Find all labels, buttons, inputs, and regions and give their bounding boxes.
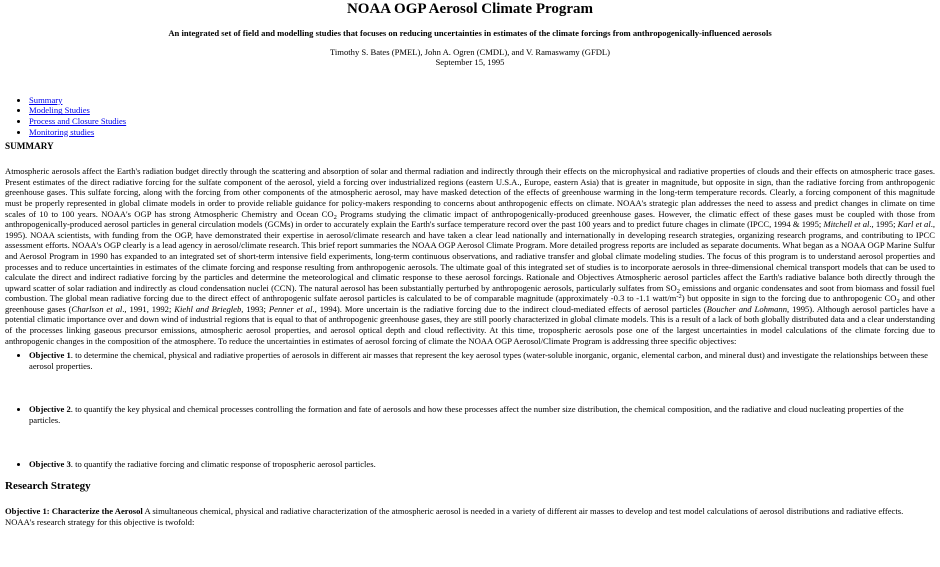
summary-text: ., 1994). More uncertain is the radiative forcing due to the indirect cloud-mediated effects of aerosol particles ( <box>312 303 707 314</box>
citation: Kiehl and Briegleb <box>174 303 242 314</box>
toc-item <box>29 95 935 106</box>
summary-text: , 1995). Although aerosol particles have a potential climatic importance over and down wind of industrial regions that is equal to that of anthropogenic greenhouse gases, they are still poorly characterized in global climate models. This is a result of a lack of both globally distributed data and a clear understanding of the processes linking gaseous precursor emissions, atmospheric aerosol properties, and aerosol optical depth and cloud reflectivity. At this time, tropospheric aerosols pose one of the largest uncertainties in model calculations of the climate forcing due to anthropogenic changes in the composition of the atmosphere. To reduce the uncertainties in estimates of aerosol forcing of climate the NOAA OGP Aerosol/Climate Program is addressing three specific objectives: <box>5 303 935 346</box>
summary-paragraph <box>5 166 935 346</box>
citation: Boucher and Lohmann <box>706 303 788 314</box>
unit-superscript: -2 <box>676 293 682 301</box>
toc-link-process-closure-studies[interactable]: Process and Closure Studies <box>29 115 127 126</box>
toc-link-monitoring-studies[interactable]: Monitoring studies <box>29 126 95 137</box>
toc-link-modeling-studies[interactable]: Modeling Studies <box>29 105 90 116</box>
objective-1-text: A simultaneous chemical, physical and radiative characterization of the atmospheric aerosol is needed in a variety of different air masses to develop and test model calculations of aerosol distributions and radiative effects. NOAA's research strategy for this objective is twofold: <box>5 506 904 527</box>
table-of-contents <box>5 95 935 137</box>
objective-item <box>29 350 935 371</box>
objective-text: . to quantify the key physical and chemical processes controlling the formation and fate of aerosols and how these processes affect the number size distribution, the chemical composition, and the radiative and cloud nucleating properties of the particles. <box>29 404 904 426</box>
toc-item <box>29 127 935 138</box>
objective-label: Objective 1 <box>29 350 71 361</box>
summary-text: Programs studying the climatic impact of anthropogenically-produced greenhouse gases. However, the climatic effect of these gases must be coupled with those from anthropogenically-produced aerosol particles in general circulation models (GCMs) in order to accurately explain the Earth's surface temperature record over the past 100 years and to predict future chages in climate (IPCC, 1994 & 1995; <box>5 208 936 230</box>
page-subtitle: An integrated set of field and modelling studies that focuses on reducing uncertainties in estimates of the climate forcings from anthropogenically-influenced aerosols <box>168 28 772 38</box>
toc-item <box>29 105 935 116</box>
summary-text: , 1993; <box>241 303 269 314</box>
citation: Mitchell et al <box>823 219 870 230</box>
summary-text: ., 1991, 1992; <box>122 303 175 314</box>
objective-text: . to quantify the radiative forcing and climatic response of tropospheric aerosol particles. <box>70 458 376 469</box>
objective-label: Objective 3 <box>29 458 71 469</box>
so2-subscript: 2 <box>676 287 680 295</box>
objective-label: Objective 2 <box>29 404 71 415</box>
page-title: NOAA OGP Aerosol Climate Program <box>346 1 594 17</box>
toc-link-summary[interactable]: Summary <box>29 94 63 105</box>
summary-text: ) but opposite in sign to the forcing due to anthropogenic CO <box>681 293 897 304</box>
objective-item <box>29 404 935 425</box>
objective-item <box>29 459 935 470</box>
objectives-list <box>5 350 935 469</box>
summary-text: Atmospheric aerosols affect the Earth's radiation budget directly through the scattering and absorption of solar and thermal radiation and indirectly through their effects on the microphysical and radiative properties of clouds and their effects on atmospheric trace gases. Present estimates of the direct radiative forcing for the sulfate component of the aerosol, yield a forcing over industrialized regions (eastern U.S.A., Europe, eastern Asia) that is greater in magnitude, but opposite in sign, than the radiative forcing from anthropogenic greenhouse gases. This sulfate forcing, along with the forcing from other components of the atmospheric aerosol, may have masked detection of the effects of greenhouse warming in the long-term temperature records. Clearly, a forcing component of this magnitude must be properly represented in global climate models in order to provide reliable guidance for policy-makers responding to concerns about anthropogenic effects on climate. NOAA's strategic plan addresses the need to assess and predict changes in climate on time scales of 10 to 100 years. NOAA's OGP has strong Atmospheric Chemistry and Ocean CO <box>5 166 935 219</box>
objective-text: . to determine the chemical, physical and radiative properties of aerosols in different air masses that represent the key aerosol types (water-soluble inorganic, organic, elemental carbon, and mineral dust) and investigate the relationships between these aerosol properties. <box>29 350 929 371</box>
research-strategy-heading: Research Strategy <box>5 480 91 493</box>
citation: Penner et al <box>268 303 313 314</box>
co2-subscript: 2 <box>896 298 900 306</box>
authors: Timothy S. Bates (PMEL), John A. Ogren (CMDL), and V. Ramaswamy (GFDL) <box>329 46 611 57</box>
summary-text: emissions and organic condensates and soot from biomass and fossil fuel combustion. The global mean radiative forcing due to the direct effect of anthropogenic sulfate aerosol particles is calculated to be of comparable magnitude (approximately -0.3 to -1.1 watt/m <box>5 282 935 304</box>
co2-subscript: 2 <box>333 213 337 221</box>
summary-text: ., 1995). NOAA scientists, with funding from the OGP, have demonstrated their expertise in aerosol/climate research and have taken a clear lead nationally and internationally in developing research strategies, organizing research programs, and contributing to IPCC assessment efforts. NOAA's OGP clearly is a lead agency in aerosol/climate research. This brief report summaries the NOAA OGP Aerosol Climate Program. More detailed progress reports are included as separate documents. What began as a NOAA OGP Marine Sulfur and Aerosol Program in 1990 has expanded to an integrated set of short-term intensive field experiments, long-term continuous observations, and radiative transfer and global climate modeling studies. The focus of this program is to understand aerosol properties and processes and to reduce uncertainties in estimates of the climate forcing and response resulting from anthropogenic aerosols. The ultimate goal of this integrated set of studies is to incorporate aerosols in three-dimensional chemical transport models that can be used to calculate the direct and indirect radiative forcing by the particles and determine the meteorological and climatic response to these aerosol forcings. Rationale and Objectives Atmospheric aerosol particles affect the Earth's radiative balance both directly through the upward scatter of solar radiation and indirectly as cloud condensation nuclei (CCN). The natural aerosol has been substantially perturbed by anthropogenic aerosols, particularly sulfates from SO <box>5 219 936 293</box>
objective-1-paragraph <box>5 506 935 527</box>
citation: Charlson et al <box>71 303 123 314</box>
citation: Karl et al <box>897 219 931 230</box>
toc-item <box>29 116 935 127</box>
summary-heading: SUMMARY <box>5 141 54 152</box>
objective-1-heading: Objective 1: Characterize the Aerosol <box>5 506 143 517</box>
date: September 15, 1995 <box>435 57 505 68</box>
summary-text: and other greenhouse gases ( <box>5 293 935 314</box>
summary-text: ., 1995; <box>869 219 898 230</box>
